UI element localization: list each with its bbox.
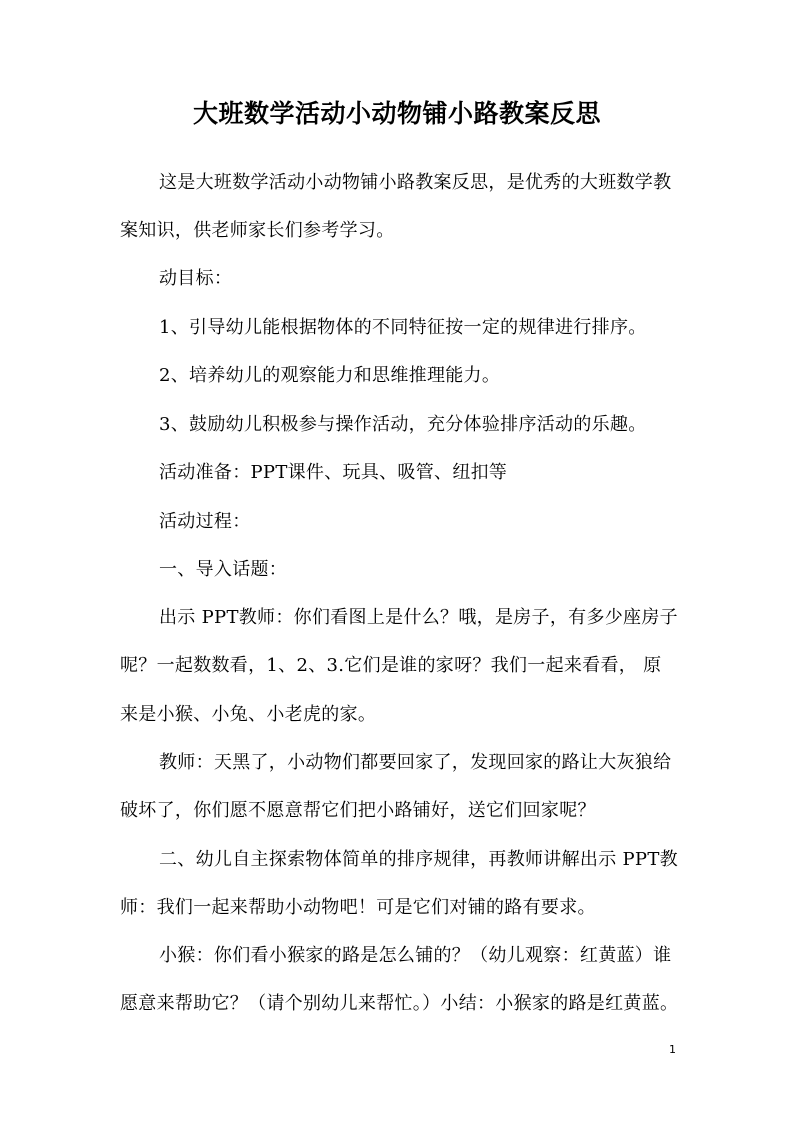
paragraph-line: 师：我们一起来帮助小动物吧！可是它们对铺的路有要求。 [120, 897, 596, 918]
document-title: 大班数学活动小动物铺小路教案反思 [192, 99, 601, 128]
paragraph-line: 小猴：你们看小猴家的路是怎么铺的？（幼儿观察：红黄蓝）谁 [159, 945, 672, 966]
paragraph-line: 动目标： [159, 268, 233, 289]
paragraph-line: 教师：天黑了，小动物们都要回家了，发现回家的路让大灰狼给 [159, 752, 672, 773]
paragraph-line: 活动过程： [159, 511, 251, 532]
paragraph-line: 来是小猴、小兔、小老虎的家。 [120, 704, 377, 725]
paragraph-line: 二、幼儿自主探索物体简单的排序规律，再教师讲解出示 PPT教 [159, 849, 678, 870]
paragraph-line: 3、鼓励幼儿积极参与操作活动，充分体验排序活动的乐趣。 [159, 414, 647, 435]
paragraph-line: 破坏了，你们愿不愿意帮它们把小路铺好，送它们回家呢？ [120, 800, 596, 821]
paragraph-line: 愿意来帮助它？（请个别幼儿来帮忙。）小结：小猴家的路是红黄蓝。 [120, 993, 679, 1014]
paragraph-line: 案知识，供老师家长们参考学习。 [120, 220, 395, 241]
paragraph-line: 这是大班数学活动小动物铺小路教案反思，是优秀的大班数学教 [159, 172, 672, 193]
paragraph-line: 呢？一起数数看，1、2、3.它们是谁的家呀？我们一起来看看， 原 [120, 655, 662, 676]
paragraph-line: 出示 PPT教师：你们看图上是什么？哦，是房子，有多少座房子 [159, 607, 678, 628]
paragraph-line: 活动准备：PPT课件、玩具、吸管、纽扣等 [159, 462, 508, 483]
paragraph-line: 一、导入话题： [159, 559, 288, 580]
page-number: 1 [669, 1043, 676, 1056]
paragraph-line: 1、引导幼儿能根据物体的不同特征按一定的规律进行排序。 [159, 317, 647, 338]
paragraph-line: 2、培养幼儿的观察能力和思维推理能力。 [159, 365, 501, 386]
